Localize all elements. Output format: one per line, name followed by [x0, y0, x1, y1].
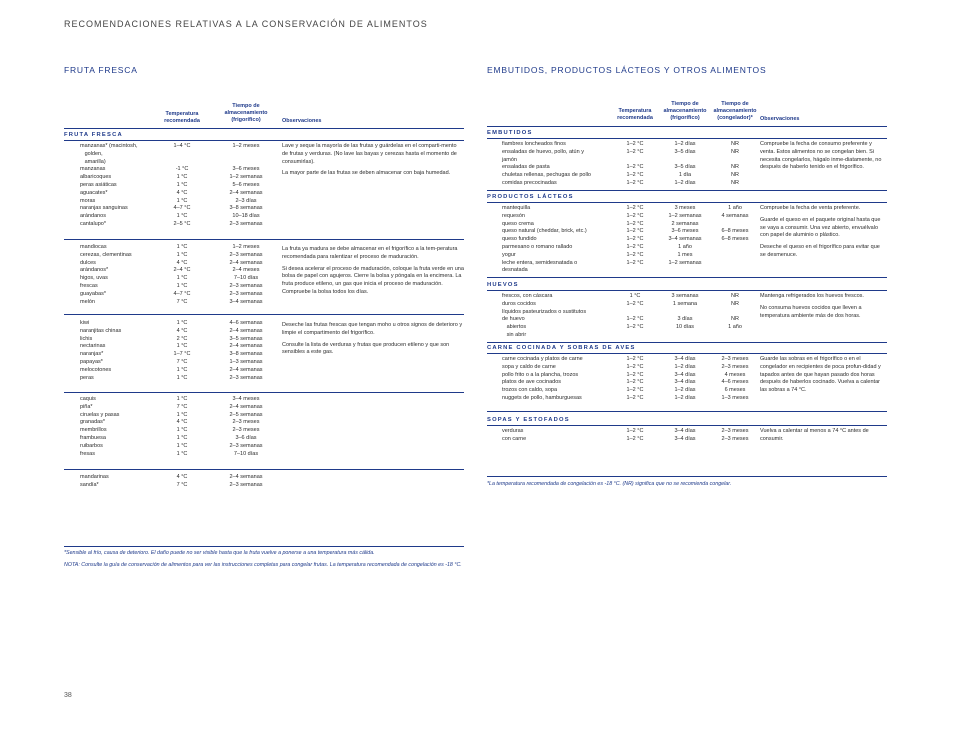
category-huevos: HUEVOS — [487, 282, 519, 288]
fruit-group-1-obs — [282, 143, 464, 182]
fruit-group-1-temps: 1–4 °C -1 °C 1 °C 1 °C 4 °C 1 °C 4–7 °C 1 °C 2–5 °C — [173, 143, 191, 227]
left-category-rule — [64, 140, 464, 141]
fruit-group-3-times: 4–6 semanas 2–4 semanas 3–5 semanas 2–4 semanas 3–8 semanas 1–3 semanas 2–4 semanas 2–3 semanas — [229, 320, 263, 381]
sopas-fridge: 3–4 días 3–4 días — [674, 428, 696, 442]
obs-paragraph: Compruebe la fecha de venta preferente. — [760, 205, 861, 211]
embutidos-freezer: NR NR NR NR NR — [731, 141, 739, 186]
embutidos-temps: 1–2 °C 1–2 °C 1–2 °C 1–2 °C 1–2 °C — [626, 141, 644, 186]
left-header-fridge: Tiempo de almacenamiento (frigorífico) — [224, 103, 268, 123]
fruit-group-5-times: 2–4 semanas 2–3 semanas — [229, 474, 263, 488]
carne-obs — [760, 356, 887, 399]
obs-paragraph: Deseche el queso en el frigorífico para evitar que se desmenuce. — [760, 244, 880, 258]
category-lacteos: PRODUCTOS LÁCTEOS — [487, 194, 574, 200]
huevos-obs — [760, 293, 887, 324]
fruit-group-rule — [64, 392, 464, 393]
page-header: RECOMENDACIONES RELATIVAS A LA CONSERVACIÓN DE ALIMENTOS — [64, 19, 428, 29]
fruit-group-2-obs — [282, 246, 464, 301]
fruit-group-1-items: manzanas* (macintosh, golden, amarilla) manzanas albaricoques peras asiáticas aguacates* moras naranjas sanguinas arándanos cantalupo* — [80, 143, 138, 227]
fruit-group-4-times: 3–4 meses 2–4 semanas 2–5 semanas 2–3 meses 2–3 meses 3–6 días 2–3 semanas 7–10 días — [229, 396, 263, 457]
embutidos-items: fiambres loncheados finos ensaladas de huevo, pollo, atún y jamón ensaladas de pasta chuletas rellenas, pechugas de pollo comidas precocinadas — [502, 141, 591, 186]
sopas-obs — [760, 428, 887, 448]
right-note: *La temperatura recomendada de congelación es -18 °C. (NR) significa que no se recomienda congelar. — [487, 481, 732, 487]
embutidos-obs — [760, 141, 887, 176]
fruit-group-4-items: caquis piña* ciruelas y pasas granadas* membrillos frambuesa ruibarbos fresas — [80, 396, 120, 457]
category-sopas: SOPAS Y ESTOFADOS — [487, 417, 570, 423]
embutidos-fridge: 1–2 días 3–5 días 3–5 días 1 día 1–2 días — [674, 141, 696, 186]
category-rule — [487, 425, 887, 426]
left-header-rule — [64, 128, 464, 129]
section-rule — [487, 190, 887, 191]
obs-paragraph: Vuelva a calentar al menos a 74 °C antes de consumir. — [760, 428, 869, 442]
carne-freezer: 2–3 meses 2–3 meses 4 meses 4–6 meses 6 meses 1–3 meses — [721, 356, 749, 401]
right-header-fridge: Tiempo de almacenamiento (frigorífico) — [663, 101, 707, 121]
right-header-freezer: Tiempo de almacenamiento (congelador)* — [713, 101, 757, 121]
lacteos-items: mantequilla requesón queso crema queso natural (cheddar, brick, etc.) queso fundido parmesano o romano rallado yogur leche entera, semidesnatada o desnatada — [502, 205, 587, 274]
right-header-temp: Temperatura recomendada — [617, 108, 653, 121]
right-title: EMBUTIDOS, PRODUCTOS LÁCTEOS Y OTROS ALIMENTOS — [487, 65, 767, 75]
left-title: FRUTA FRESCA — [64, 65, 138, 75]
fruit-group-rule — [64, 469, 464, 470]
left-header-obs: Observaciones — [282, 118, 322, 124]
fruit-group-4-temps: 1 °C 7 °C 1 °C 4 °C 1 °C 1 °C 1 °C 1 °C — [176, 396, 188, 457]
fruit-group-rule — [64, 239, 464, 240]
left-notes-rule — [64, 546, 464, 547]
obs-paragraph: Si desea acelerar el proceso de maduración, coloque la fruta verde en una bolsa de papel con agujeros. Cierre la bolsa y póngala en la encimera. La fruta produce etileno, un gas que inicia el proceso de maduración. Compruebe la bolsa todos los días. — [282, 265, 464, 295]
fruit-group-5-temps: 4 °C 7 °C — [176, 474, 188, 488]
obs-paragraph: La mayor parte de las frutas se deben almacenar con baja humedad. — [282, 170, 451, 177]
obs-paragraph: Consulte la lista de verduras y frutas que producen etileno y que son sensibles a este gas. — [282, 341, 450, 356]
obs-paragraph: Guarde el queso en el paquete original hasta que se vaya a consumir. Una vez abierto, envuélvalo con papel de aluminio o plástico. — [760, 216, 881, 239]
lacteos-obs — [760, 205, 887, 264]
sopas-temps: 1–2 °C 1–2 °C — [626, 428, 644, 442]
obs-paragraph: La fruta ya madura se debe almacenar en el frigorífico a la tem-peratura recomendada para ralentizar el proceso de maduración. — [282, 246, 458, 260]
left-note-1: *Sensible al frío, causa de deterioro. El daño puede no ser visible hasta que la fruta vuelve a ponerse a una temperatura más cálida. — [64, 550, 375, 556]
lacteos-temps: 1–2 °C 1–2 °C 1–2 °C 1–2 °C 1–2 °C 1–2 °C 1–2 °C 1–2 °C — [626, 205, 644, 266]
obs-paragraph: Mantenga refrigerados los huevos frescos. — [760, 293, 864, 299]
category-rule — [487, 138, 887, 139]
obs-paragraph: Deseche las frutas frescas que tengan moho u otros signos de deterioro y limpie el compartimento del frigorífico. — [282, 322, 463, 336]
carne-temps: 1–2 °C 1–2 °C 1–2 °C 1–2 °C 1–2 °C 1–2 °C — [626, 356, 644, 401]
category-rule — [487, 290, 887, 291]
fruit-group-rule — [64, 314, 464, 315]
category-rule — [487, 353, 887, 354]
carne-items: carne cocinada y platos de carne sopa y caldo de carne pollo frito o a la plancha, trozos platos de ave cocinados trozos con caldo, sopa nuggets de pollo, hamburguesas — [502, 356, 583, 401]
right-header-obs: Observaciones — [760, 116, 800, 122]
huevos-items: frescos, con cáscara duros cocidos líquidos pasteurizados o sustitutos de huevo abiertos sin abrir — [502, 293, 587, 338]
category-rule — [487, 202, 887, 203]
section-rule — [487, 342, 887, 343]
fruit-group-1-times: 1–2 meses 3–6 meses 1–2 semanas 5–6 meses 2–4 semanas 2–3 días 3–8 semanas 10–18 días 2–3 semanas — [229, 143, 263, 227]
left-category: FRUTA FRESCA — [64, 132, 123, 138]
carne-fridge: 3–4 días 1–2 días 3–4 días 3–4 días 1–2 días 1–2 días — [674, 356, 696, 401]
fruit-group-2-temps: 1 °C 1 °C 4 °C 2–4 °C 1 °C 1 °C 4–7 °C 7 °C — [173, 244, 191, 305]
obs-paragraph: No consuma huevos cocidos que lleven a temperatura ambiente más de dos horas. — [760, 304, 862, 319]
left-header-temp: Temperatura recomendada — [164, 111, 200, 124]
page-number: 38 — [64, 692, 72, 699]
fruit-group-5-items: mandarinas sandía* — [80, 474, 109, 488]
fruit-group-3-temps: 1 °C 4 °C 2 °C 1 °C 1–7 °C 7 °C 1 °C 1 °C — [173, 320, 191, 381]
obs-paragraph: Compruebe la fecha de consumo preferente y venta. Estos alimentos no se congelan bien. Si necesita congelarlos, hágalo inme-diatamente, no después de haberlo tenido en el frigorífico. — [760, 141, 882, 171]
fruit-group-3-obs — [282, 322, 464, 361]
huevos-freezer: NR NR NR 1 año — [728, 293, 742, 331]
category-carne: CARNE COCINADA Y SOBRAS DE AVES — [487, 345, 636, 351]
fruit-group-2-times: 1–2 meses 2–3 semanas 2–4 semanas 2–4 meses 7–10 días 2–3 semanas 2–3 semanas 3–4 semanas — [229, 244, 263, 305]
section-rule — [487, 277, 887, 278]
obs-paragraph: Lave y seque la mayoría de las frutas y guárdelas en el comparti-mento de frutas y verduras. (No lave las bayas y cerezas hasta el momento de consumirlas). — [282, 143, 457, 165]
section-rule — [487, 411, 887, 412]
huevos-fridge: 3 semanas 1 semana 3 días 10 días — [671, 293, 699, 331]
lacteos-freezer: 1 año 4 semanas 6–8 meses 6–8 meses — [721, 205, 749, 243]
lacteos-fridge: 3 meses 1–2 semanas 2 semanas 3–6 meses 3–4 semanas 1 año 1 mes 1–2 semanas — [668, 205, 702, 266]
fruit-group-2-items: mandiocas cerezas, clementinas dulces arándanos* higos, uvas frescas guayabas* melón — [80, 244, 132, 305]
obs-paragraph: Guarde las sobras en el frigorífico o en el congelador en recipientes de poca profun-didad y tapados antes de que hayan pasado dos horas después de haberlos cocinado. Vuelva a calentar las sobras a 74 °C. — [760, 356, 881, 394]
fruit-group-3-items: kiwi naranjitas chinas lichis nectarinas naranjas* papayas* melocotones peras — [80, 320, 122, 381]
category-embutidos: EMBUTIDOS — [487, 130, 533, 136]
right-notes-rule — [487, 476, 887, 477]
right-header-rule — [487, 126, 887, 127]
huevos-temps: 1 °C 1–2 °C 1–2 °C 1–2 °C — [626, 293, 644, 331]
sopas-items: verduras con carne — [502, 428, 527, 442]
left-note-2: NOTA: Consulte la guía de conservación de alimentos para ver las instrucciones completas para congelar frutas. La temperatura recomendada de congelación es -18 °C. — [64, 562, 462, 568]
sopas-freezer: 2–3 meses 2–3 meses — [721, 428, 749, 442]
